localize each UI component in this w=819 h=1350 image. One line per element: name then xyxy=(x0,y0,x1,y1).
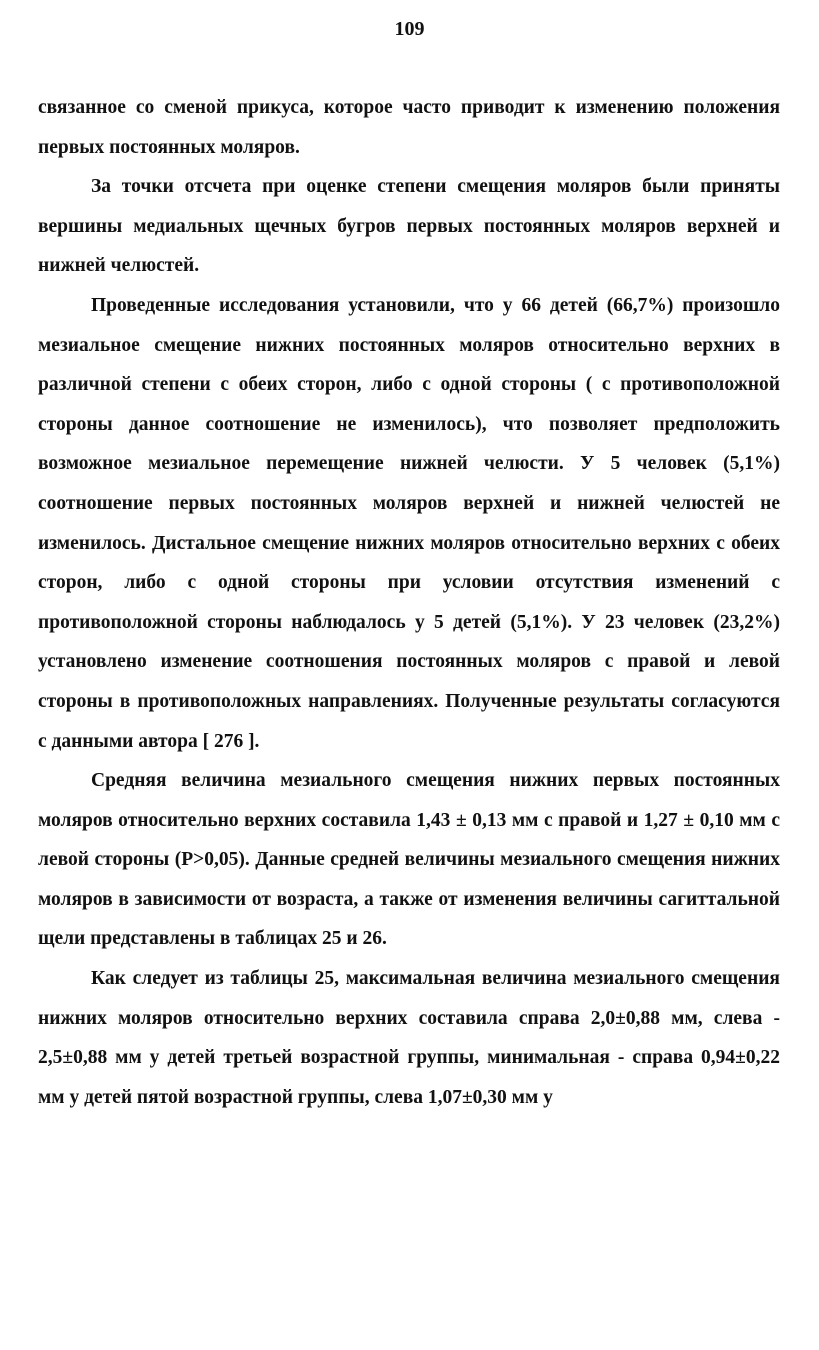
document-body xyxy=(38,88,780,1117)
paragraph-reference-points: За точки отсчета при оценке степени смещения моляров были приняты вершины медиальных щечных бугров первых постоянных моляров верхней и нижней челюстей. xyxy=(38,176,780,277)
paragraph-table-25-summary: Как следует из таблицы 25, максимальная величина мезиального смещения нижних моляров относительно верхних составила справа 2,0±0,88 мм, слева - 2,5±0,88 мм у детей третьей возрастной группы, минимальная - справа 0,94±0,22 мм у детей пятой возрастной группы, слева 1,07±0,30 мм у xyxy=(38,968,780,1108)
paragraph-mean-displacement: Средняя величина мезиального смещения нижних первых постоянных моляров относительно верхних составила 1,43 ± 0,13 мм с правой и 1,27 ± 0,10 мм с левой стороны (P>0,05). Данные средней величины мезиального смещения нижних моляров в зависимости от возраста, а также от изменения величины сагиттальной щели представлены в таблицах 25 и 26. xyxy=(38,770,780,950)
page-number: 109 xyxy=(394,18,425,40)
paragraph-study-results: Проведенные исследования установили, что у 66 детей (66,7%) произошло мезиальное смещение нижних постоянных моляров относительно верхних в различной степени с обеих сторон, либо с одной стороны ( с противоположной стороны данное соотношение не изменилось), что позволяет предположить возможное мезиальное перемещение нижней челюсти. У 5 человек (5,1%) соотношение первых постоянных моляров верхней и нижней челюстей не изменилось. Дистальное смещение нижних моляров относительно верхних с обеих сторон, либо с одной стороны при условии отсутствия изменений с противоположной стороны наблюдалось у 5 детей (5,1%). У 23 человек (23,2%) установлено изменение соотношения постоянных моляров с правой и левой стороны в противоположных направлениях. Полученные результаты согласуются с данными автора [ 276 ]. xyxy=(38,294,780,752)
paragraph-continuation: связанное со сменой прикуса, которое часто приводит к изменению положения первых постоянных моляров. xyxy=(38,97,780,158)
